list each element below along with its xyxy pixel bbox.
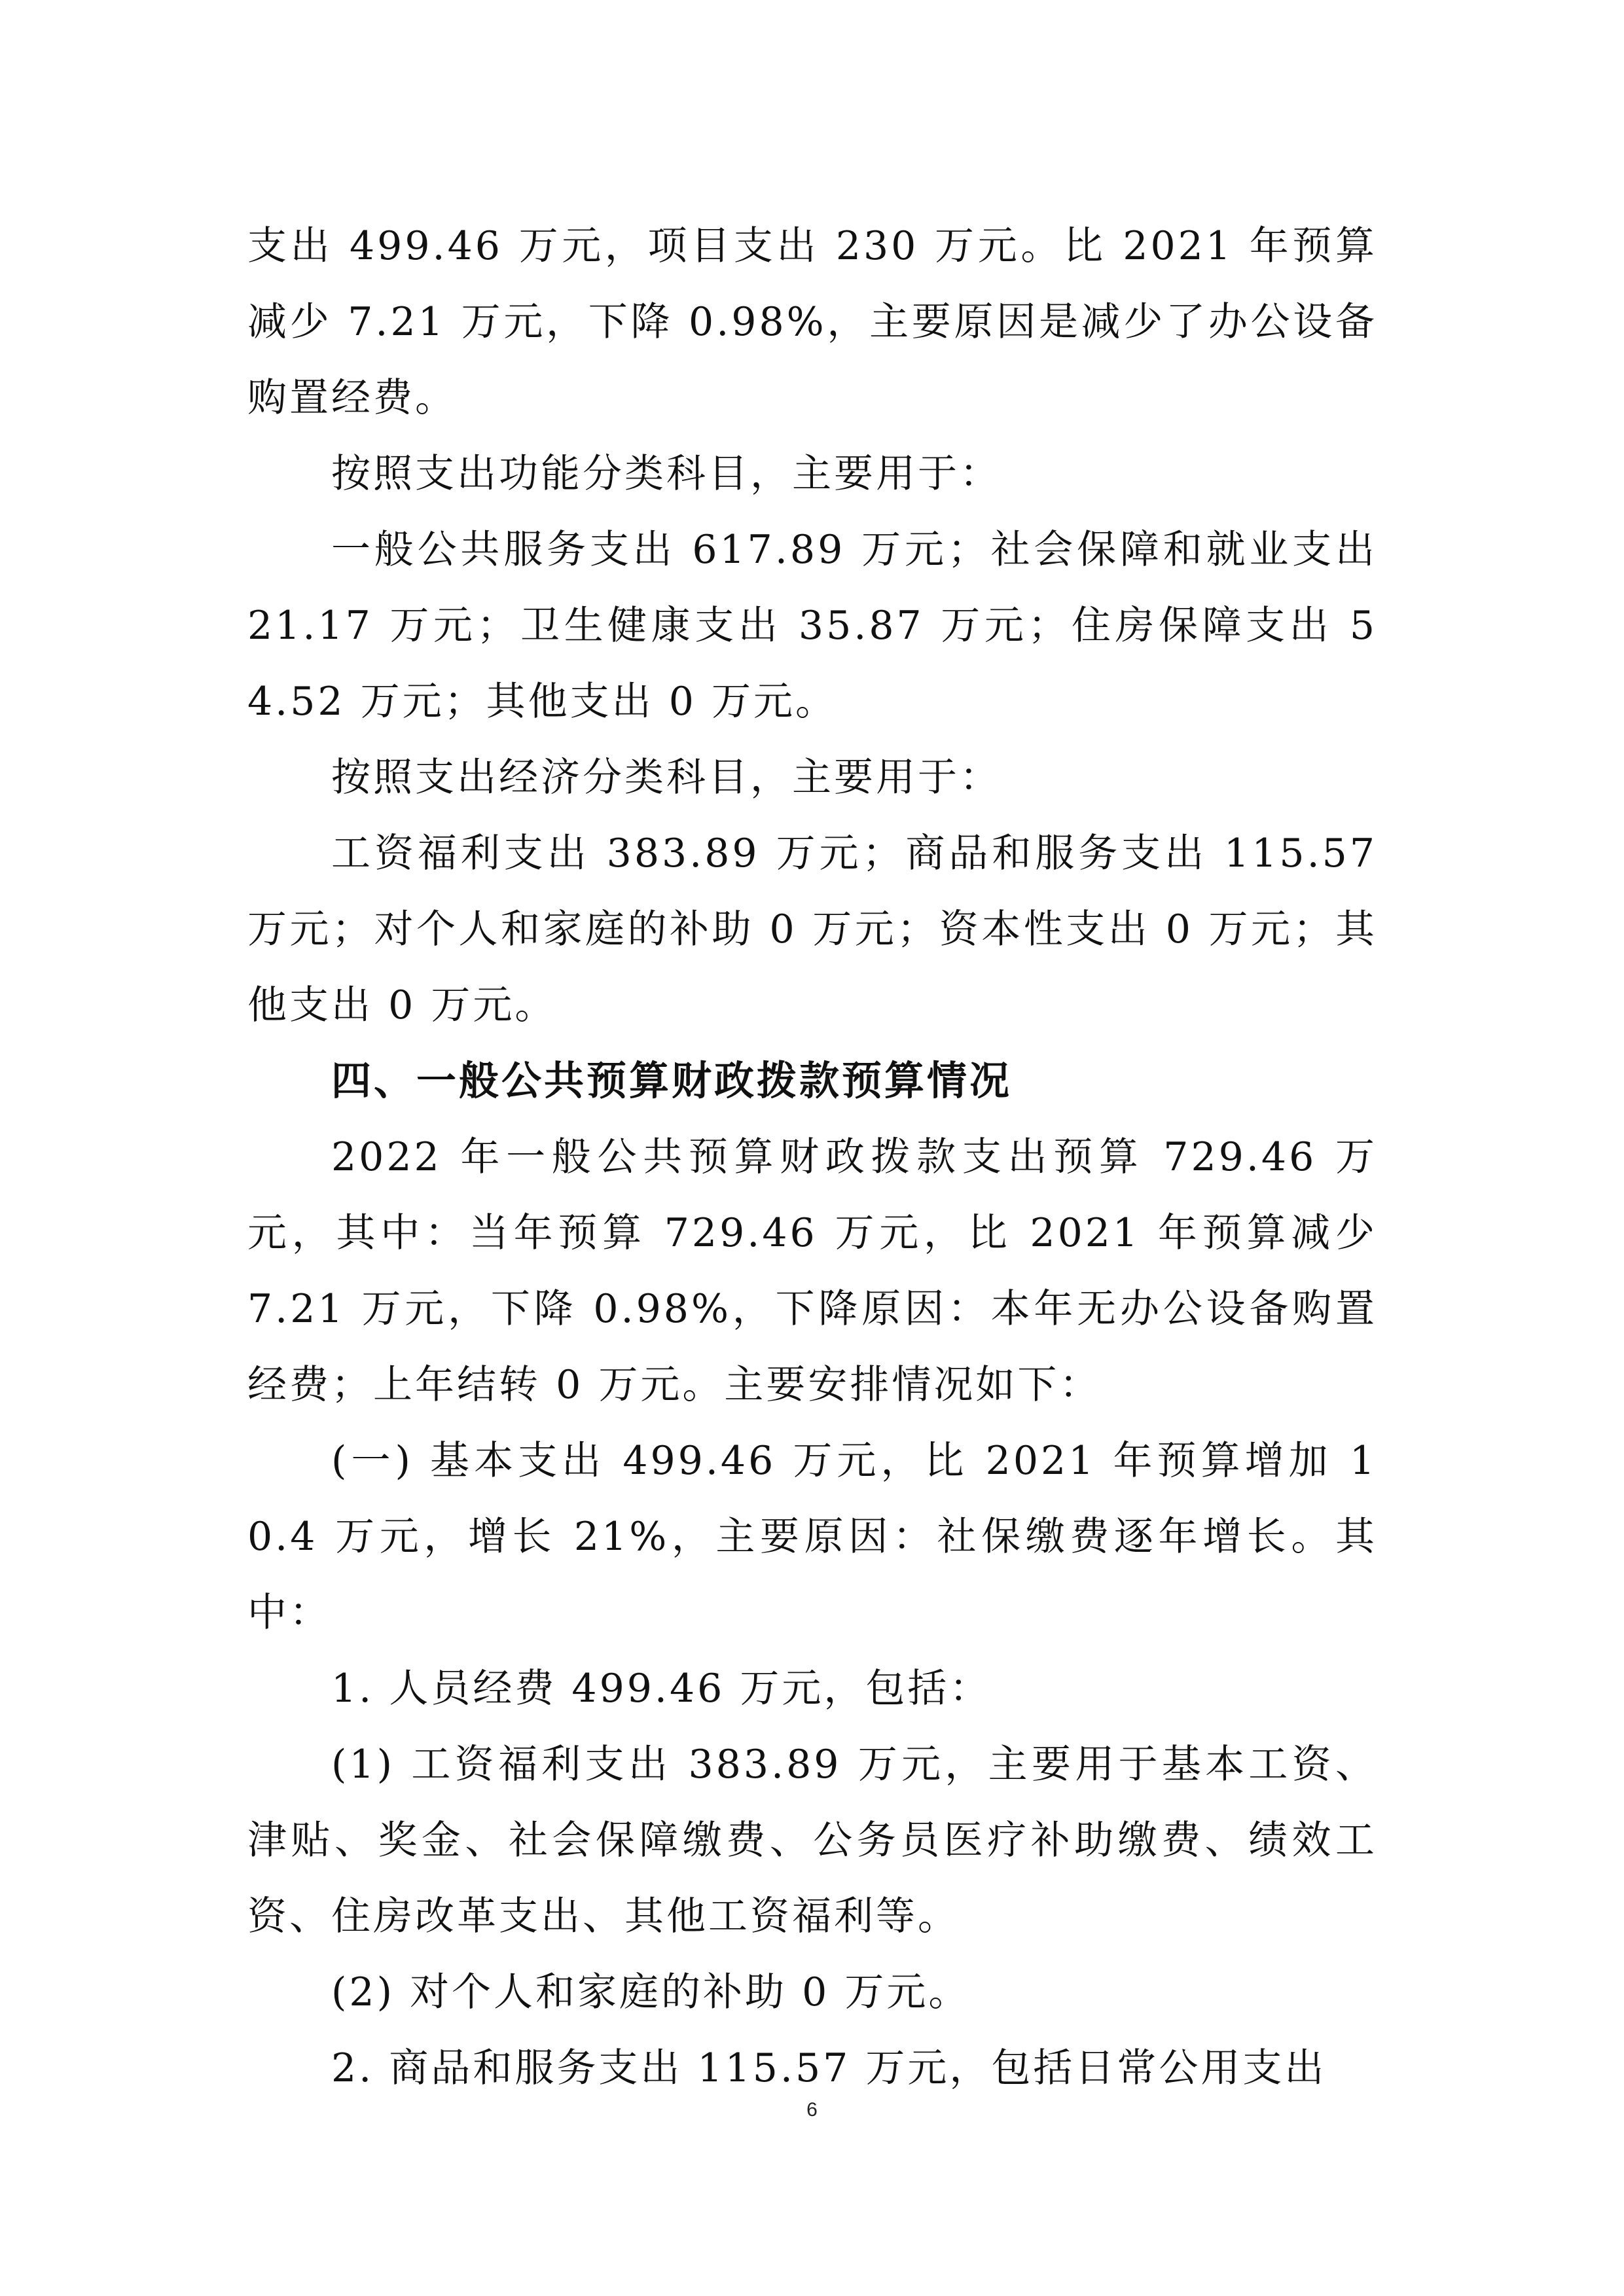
- paragraph-8: 1. 人员经费 499.46 万元，包括：: [331, 1666, 992, 1712]
- paragraph-5: 工资福利支出 383.89 万元；商品和服务支出 115.57 万元；对个人和家庭的补助 0 万元；资本性支出 0 万元；其他支出 0 万元。: [247, 831, 1377, 1028]
- paragraph-4: 按照支出经济分类科目，主要用于：: [331, 755, 1001, 800]
- paragraph-7: (一) 基本支出 499.46 万元，比 2021 年预算增加 10.4 万元，增长 21%，主要原因：社保缴费逐年增长。其中：: [247, 1438, 1377, 1636]
- page-number: 6: [806, 2099, 818, 2121]
- paragraph-1: 支出 499.46 万元，项目支出 230 万元。比 2021 年预算减少 7.21 万元，下降 0.98%，主要原因是减少了办公设备购置经费。: [247, 223, 1377, 421]
- document-body: [247, 208, 1377, 2106]
- section-heading: 四、一般公共预算财政拨款预算情况: [331, 1058, 1013, 1104]
- paragraph-11: 2. 商品和服务支出 115.57 万元，包括日常公用支出: [331, 2045, 1327, 2091]
- paragraph-6: 2022 年一般公共预算财政拨款支出预算 729.46 万元，其中：当年预算 729.46 万元，比 2021 年预算减少 7.21 万元，下降 0.98%，下降原因：本年无办公设备购置经费；上年结转 0 万元。主要安排情况如下：: [247, 1134, 1377, 1408]
- paragraph-10: (2) 对个人和家庭的补助 0 万元。: [331, 1969, 971, 2015]
- paragraph-9: (1) 工资福利支出 383.89 万元，主要用于基本工资、津贴、奖金、社会保障缴费、公务员医疗补助缴费、绩效工资、住房改革支出、其他工资福利等。: [247, 1742, 1377, 1939]
- paragraph-2: 按照支出功能分类科目，主要用于：: [331, 451, 1001, 497]
- paragraph-3: 一般公共服务支出 617.89 万元；社会保障和就业支出 21.17 万元；卫生健康支出 35.87 万元；住房保障支出 54.52 万元；其他支出 0 万元。: [247, 527, 1377, 725]
